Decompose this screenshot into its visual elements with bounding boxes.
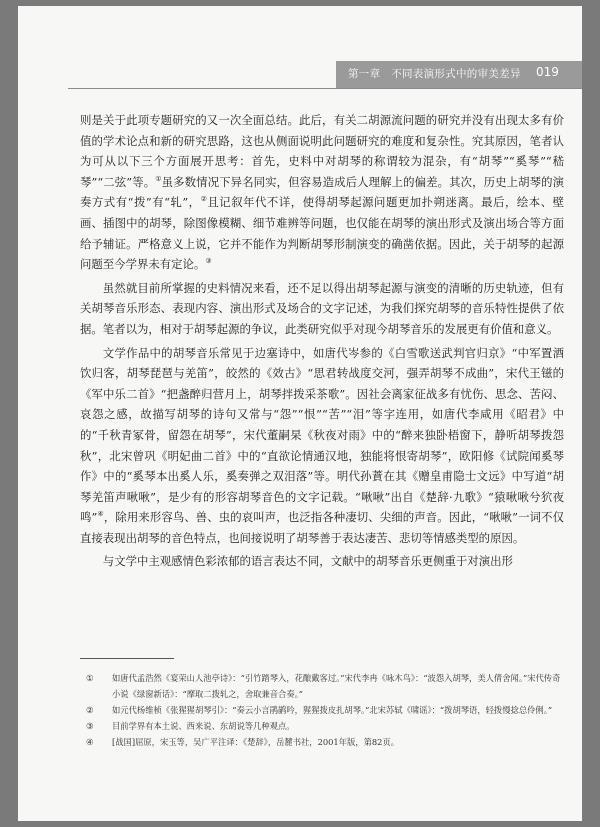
paragraph-3-text-end: ，除用来形容鸟、兽、虫的哀叫声，也泛指各种凄切、尖细的声音。因此，“啾啾”一词不仅直接表现出胡琴的音色特点，也间接说明了胡琴善于表达凄苦、悲切等情感类型的原因。 [80,510,564,545]
header-rule [68,88,582,89]
footnotes [80,670,562,750]
running-header-chapter: 第一章 不同表演形式中的审美差异 [348,68,521,80]
footnote-ref-3: ③ [205,257,212,266]
body-text [80,110,564,572]
page-number: 019 [536,65,559,79]
book-page [18,6,582,821]
footnote-number: ③ [86,721,94,731]
paragraph-2: 虽然就目前所掌握的史料情况来看，还不足以得出胡琴起源与演变的清晰的历史轨迹，但有关胡琴音乐形态、表现内容、演出形式及场合的文字记述，为我们探究胡琴的音乐特性提供了依据。笔者以为，相对于胡琴起源的争议，此类研究似乎对现今胡琴音乐的发展更有价值和意义。 [80,280,564,336]
footnote-ref-1: ① [155,174,162,183]
paragraph-1-text-end: 且记叙年代不详，使得胡琴起源问题更加扑朔迷离。最后，绘本、壁画、插图中的胡琴，除图像模糊、细节难辨等问题，也仅能在胡琴的演出形式及演出场合等方面给予辅证。严格意义上说，它并不能作为判断胡琴形制演变的确凿依据。因此，关于胡琴的起源问题至今学界未有定论。 [80,195,564,272]
paragraph-1-text: 则是关于此项专题研究的又一次全面总结。此后，有关二胡源流问题的研究并没有出现太多有价值的学术论点和新的研究思路，这也从侧面说明此问题研究的难度和复杂性。究其原因，笔者认为可从以下三个方面展开思考：首先，史料中对胡琴的称谓较为混杂，有“胡琴”“奚琴”“嵇琴”“二弦”等。 [80,113,564,189]
paragraph-3-text: 文学作品中的胡琴音乐常见于边塞诗中，如唐代岑参的《白雪歌送武判官归京》“中军置酒饮归客，胡琴琵琶与羌笛”，皎然的《效古》“思君转战度交河，强弄胡琴不成曲”，宋代王镃的《军中乐二首》“把盏醉归营月上，胡琴拌拨采茶歌”。因社会离家征战多有忧伤、思念、苦闷、哀怨之感，故描写胡琴的诗句又常与“怨”“恨”“苦”“泪”等字连用，如唐代李咸用《昭君》中的“千秋青冢骨，留怨在胡琴”，宋代董嗣杲《秋夜对雨》中的“醉来独卧梧窗下，静听胡琴拨怨秋”，北宋曾巩《明妃曲二首》中的“直欲论情通汉地，独能将恨寄胡琴”，欧阳修《试院闻奚琴作》中的“奚琴本出奚人乐，奚奏弹之双泪落”等。明代孙蕡在其《赠皇甫隐士文远》中写道“胡琴羌笛声啾啾”，是少有的形容胡琴音色的文字记载。“啾啾”出自《楚辞·九歌》“猿啾啾兮狖夜鸣” [80,345,564,525]
footnote-rule [80,658,174,659]
footnote-text: [战国]屈原，宋玉等，吴广平注译：《楚辞》，岳麓书社，2001年版，第82页。 [112,737,400,747]
paragraph-1-text-cont: 虽多数情况下异名同实，但容易造成后人理解上的偏差。其次，历史上胡琴的演奏方式有“拨”有“轧”， [80,174,564,210]
footnote [80,670,562,702]
footnote-ref-2: ② [200,195,208,204]
footnote-text: 如元代杨维桢《张猩猩胡琴引》：“奏云小言鹃鹋吟，猩猩拨皮扎胡琴。”北宋苏轼《啸谣》：“拨胡琴语，轻拨慢捻总伶俐。” [112,705,553,715]
footnote [80,734,562,750]
footnote-number: ① [86,673,94,683]
footnote-ref-4: ④ [97,510,104,519]
footnote-number: ④ [86,737,94,747]
footnote [80,718,562,734]
footnote-number: ② [86,705,94,715]
footnote-text: 如唐代孟浩然《宴荣山人池亭诗》：“引竹踏琴入，花酿戴客过。”宋代李冉《咏木鸟》：“波怨入胡琴，美人倩舍闻。”宋代传奇小说《绿窗新话》：“摩取二拨轧之，舍取兼音合奏。” [112,673,561,699]
paragraph-1 [80,110,564,275]
paragraph-3 [80,343,564,549]
paragraph-4: 与文学中主观感情色彩浓郁的语言表达不同，文献中的胡琴音乐更侧重于对演出形 [102,554,513,569]
footnote-text: 目前学界有本土说、西来说、东胡说等几种观点。 [112,721,295,731]
footnote [80,702,562,718]
